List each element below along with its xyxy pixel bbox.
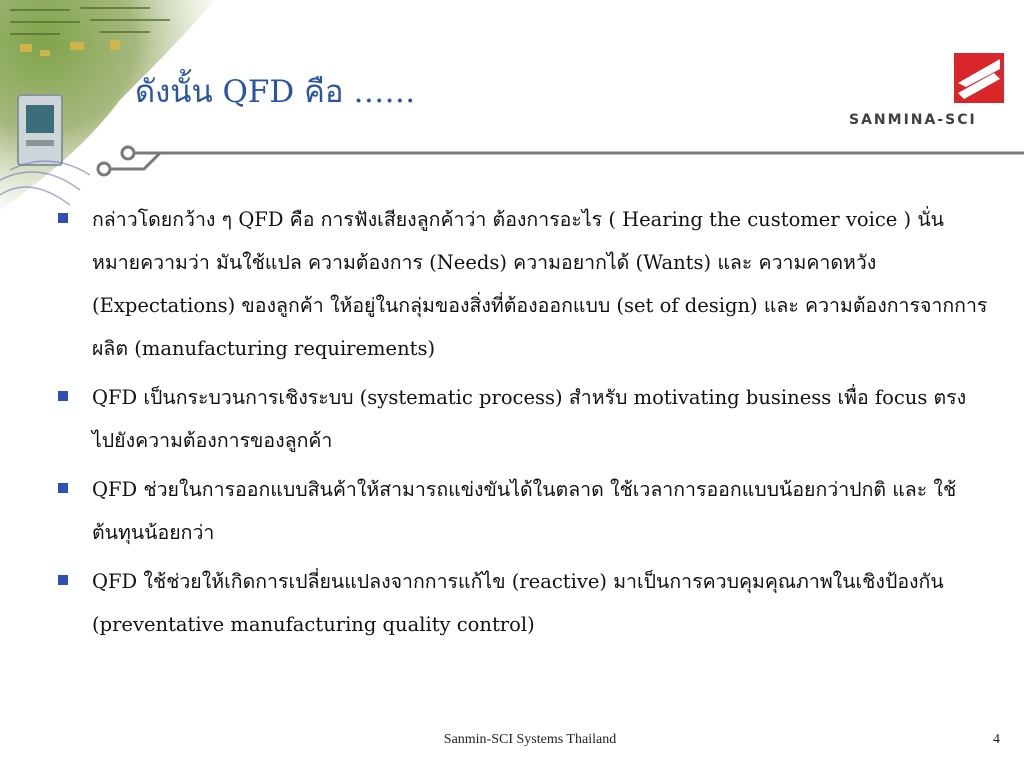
bullet-item (58, 198, 988, 370)
sanmina-logo-icon (954, 53, 1004, 103)
company-logo (849, 50, 1009, 134)
bullet-item (58, 560, 988, 646)
bullet-text: QFD เป็นกระบวนการเชิงระบบ (systematic process) สำหรับ motivating business เพื่อ focus ตรงไปยังความต้องการของลูกค้า (92, 386, 967, 452)
slide-title: ดังนั้น QFD คือ …… (135, 74, 416, 110)
bullet-list (58, 198, 988, 652)
logo-wordmark: SANMINA-SCI (849, 112, 977, 128)
bullet-text: กล่าวโดยกว้าง ๆ QFD คือ การฟังเสียงลูกค้าว่า ต้องการอะไร ( Hearing the customer voice ) นั่นหมายความว่า มันใช้แปล ความต้องการ (Needs) ความอยากได้ (Wants) และ ความคาดหวัง (Expectations) ของลูกค้า ให้อยู่ในกลุ่มของสิ่งที่ต้องออกแบบ (set of design) และ ความต้องการจากการผลิต (manufacturing requirements) (92, 208, 988, 360)
header-divider (90, 144, 1024, 178)
bullet-text: QFD ช่วยในการออกแบบสินค้าให้สามารถแข่งขันได้ในตลาด ใช้เวลาการออกแบบน้อยกว่าปกติ และ ใช้ต้นทุนน้อยกว่า (92, 478, 957, 544)
bullet-item (58, 376, 988, 462)
square-bullet-icon (58, 391, 68, 401)
bullet-text: QFD ใช้ช่วยให้เกิดการเปลี่ยนแปลงจากการแก้ไข (reactive) มาเป็นการควบคุมคุณภาพในเชิงป้องกัน (preventative manufacturing quality control) (92, 570, 944, 636)
square-bullet-icon (58, 483, 68, 493)
page-number: 4 (993, 732, 1000, 747)
footer-text: Sanmin-SCI Systems Thailand (443, 732, 617, 747)
square-bullet-icon (58, 575, 68, 585)
square-bullet-icon (58, 213, 68, 223)
bullet-item (58, 468, 988, 554)
